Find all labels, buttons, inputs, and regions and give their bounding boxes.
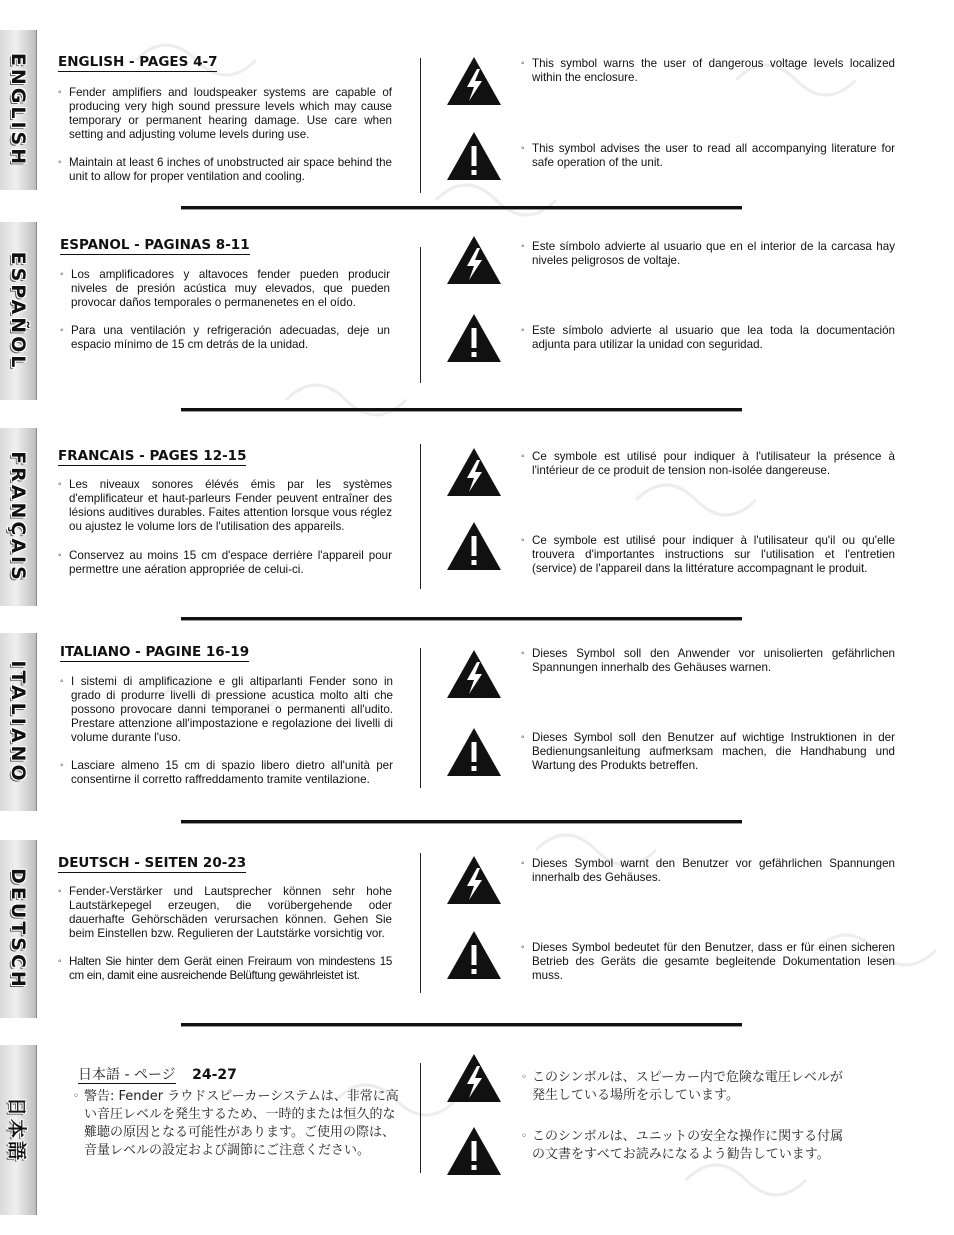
lightning-warning-icon [445,648,503,700]
column-divider [420,648,421,788]
exclamation-warning-icon [445,929,503,981]
lightning-warning-icon [445,854,503,906]
right-bullet: ◦ このシンボルは、スピーカー内で危険な電圧レベルが発生している場所を示しています。 [532,1069,847,1105]
left-bullet: ◦ Halten Sie hinter dem Gerät einen Freiraum von mindestens 15 cm ein, damit eine ausreichende Belüftung gewährleistet ist. [69,955,392,983]
column-divider [420,853,421,993]
lightning-warning-icon [445,234,503,286]
section-heading-english: ENGLISH - PAGES 4-7 [58,54,218,70]
section-heading-japanese [78,1066,237,1084]
left-bullet: ◦ I sistemi di amplificazione e gli altiparlanti Fender sono in grado di produrre livelli di pressione acustica molto alti che possono provocare danni temporanei o permanenti all'udito. Prestare attenzione all'impostazione e regolazione dei livelli di volume durante l'uso. [71,675,393,745]
left-bullet: ◦ Fender amplifiers and loudspeaker systems are capable of producing very high sound pressure levels which may cause temporary or permanent hearing damage. Use care when setting and adjusting volume levels during use. [69,86,392,142]
exclamation-warning-icon [445,1125,503,1177]
exclamation-warning-icon [445,130,503,182]
right-bullet: ◦ このシンボルは、ユニットの安全な操作に関する付属の文書をすべてお読みになるよう勧告しています。 [532,1128,847,1164]
exclamation-warning-icon [445,312,503,364]
left-bullet: ◦ Los amplificadores y altavoces fender pueden producir niveles de presión acústica muy elevados, que pueden provocar daños temporales o permanenetes en el oído. [71,268,390,310]
section-heading-deutsch: DEUTSCH - SEITEN 20-23 [58,855,247,871]
side-tab-espanol: ESPAÑOL [0,222,37,400]
heading-pages: 24-27 [192,1067,237,1083]
right-bullet: ◦ This symbol warns the user of dangerous voltage levels localized within the enclosure. [532,57,895,85]
right-bullet: ◦ Dieses Symbol soll den Benutzer auf wichtige Instruktionen in der Bedienungsanleitung aufmerksam machen, die Handhabung und Wartung des Produkts betreffen. [532,731,895,773]
column-divider [420,247,421,383]
column-divider [420,1063,421,1173]
section-rule [181,206,742,210]
left-bullet: ◦ Para una ventilación y refrigeración adecuadas, deje un espacio mínimo de 15 cm detrás de la unidad. [71,324,390,352]
right-bullet: ◦ Ce symbole est utilisé pour indiquer à l'utilisateur la présence à l'intérieur de ce produit de tension non-isolée dangereuse. [532,450,895,478]
section-rule [181,617,742,621]
section-rule [181,408,742,412]
lightning-warning-icon [445,55,503,107]
side-tab-deutsch: DEUTSCH [0,840,37,1018]
section-rule [181,820,742,824]
section-heading-italiano: ITALIANO - PAGINE 16-19 [60,644,250,660]
left-bullet: ◦ Les niveaux sonores élévés émis par les systèmes d'emplificateur et haut-parleurs Fender peuvent entraîner des lésions auditives durables. Faites attention lorsque vous réglez ou ajustez le volume lors de l'utilisation des appareils. [69,478,392,534]
section-heading-francais: FRANCAIS - PAGES 12-15 [58,448,247,464]
column-divider [420,444,421,589]
left-bullet: ◦ Maintain at least 6 inches of unobstructed air space behind the unit to allow for proper ventilation and cooling. [69,156,392,184]
lightning-warning-icon [445,446,503,498]
right-bullet: ◦ Este símbolo advierte al usuario que en el interior de la carcasa hay niveles peligrosos de voltaje. [532,240,895,268]
left-bullet: ◦ Fender-Verstärker und Lautsprecher können sehr hohe Lautstärkepegel erzeugen, die vorübergehende oder dauerhafte Gehörschäden verursachen können. Gehen Sie beim Einstellen bzw. Regulieren der Lautstärke vorsichtig vor. [69,885,392,941]
right-bullet: ◦ Dieses Symbol warnt den Benutzer vor gefährlichen Spannungen innerhalb des Gehäuses. [532,857,895,885]
exclamation-warning-icon [445,520,503,572]
left-bullet: ◦ Lasciare almeno 15 cm di spazio libero dietro all'unità per consentirne il corretto raffreddamento tramite ventilazione. [71,759,393,787]
heading-prefix: 日本語 - ページ [78,1067,176,1083]
section-rule [181,1023,742,1027]
section-heading-espanol: ESPANOL - PAGINAS 8-11 [60,237,250,253]
left-bullet: ◦ Conservez au moins 15 cm d'espace derrière l'appareil pour permettre une aération appropriée de celui-ci. [69,549,392,577]
side-tab-italiano: ITALIANO [0,633,37,811]
right-bullet: ◦ Dieses Symbol soll den Anwender vor unisolierten gefährlichen Spannungen innerhalb des Gehäuses warnen. [532,647,895,675]
side-tab-english: ENGLISH [0,30,37,190]
right-bullet: ◦ Ce symbole est utilisé pour indiquer à l'utilisateur qu'il ou qu'elle trouvera d'importantes instructions sur l'utilisation et l'entretien (service) de l'appareil dans la littérature accompagnant le produit. [532,534,895,576]
side-tab-francais: FRANÇAIS [0,428,37,606]
right-bullet: ◦ Dieses Symbol bedeutet für den Benutzer, dass er für einen sicheren Betrieb des Geräts die gesamte begleitende Dokumentation lesen muss. [532,941,895,983]
lightning-warning-icon [445,1052,503,1104]
exclamation-warning-icon [445,726,503,778]
left-bullet: ◦ 警告: Fender ラウドスピーカーシステムは、非常に高い音圧レベルを発生するため、一時的または恒久的な難聴の原因となる可能性があります。ご使用の際は、音量レベルの設定および調節にご注意ください。 [84,1088,406,1160]
side-tab-japanese: 日本語 [0,1045,37,1215]
right-bullet: ◦ This symbol advises the user to read all accompanying literature for safe operation of the unit. [532,142,895,170]
column-divider [420,58,421,193]
right-bullet: ◦ Este símbolo advierte al usuario que lea toda la documentación adjunta para utilizar la unidad con seguridad. [532,324,895,352]
